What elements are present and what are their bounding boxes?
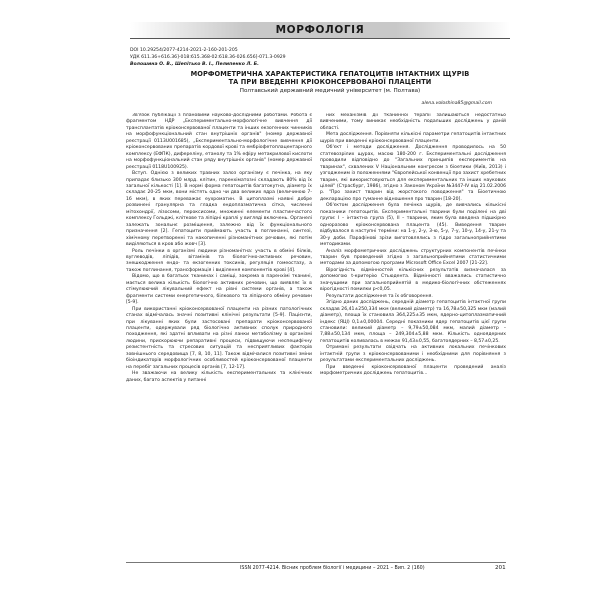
article-title-line-1: МОРФОМЕТРИЧНА ХАРАКТЕРИСТИКА ГЕПАТОЦИТІВ ІНТАКТНИХ ЩУРІВ — [190, 70, 470, 78]
paragraph: Вступ. Однією з великих травних залоз організму є печінка, на яку припадає близько 300 млрд. клітин, паренхіматозні складають 80% від їх загальної кількості [1]. В нормі форма гепатоцитів багатокутна, діаметр їх складає 20-25 мкм, вони містять одно чи два великих ядра (величиною 7-16 мкм), в яких переважає еухроматин. В цитоплазмі наявні добре розвинені гранулярна та гладка ендоплазматична сітка, численні мітохондрії, лізосоми, пероксисоми, множинні елементи пластинчастого комплексу Гольджі, кліткове та ліпідні краплі у вигляді включень. Органелі залежать зональнє розміщення, залежно від їх функціонального призначення [2]. Гепатоцити приймають участь в поглинанні, синтезі, хімічному перетворенні та накопиченні різноманітних речовин, які потім виділяються в кров або жовч [3]. — [126, 171, 312, 248]
paragraph: них механізмів дії тканинної терапії залишаються недостатньо вивченими, тому виникає необхідність подальших досліджень у даній області. — [320, 113, 506, 131]
paragraph: Роль печінки в організмі людини різноманітна: участь в обміні білків, вуглеводів, ліпідів, вітамінів та біологічно-активних речовин, знешкодження ендо- та екзогенних токсинів, регуляція гомеостазу, а також поглинання, трансформація і виділення компонентів крові [4]. — [126, 248, 312, 273]
left-text-column — [126, 113, 312, 560]
paragraph: Не зважаючи на велику кількість експериментальних та клінічних даних, багато аспектів у питанні — [126, 371, 312, 383]
paragraph: Згідно даних досліджень, середній діаметр гепатоцитів інтактної групи складав 26,41±250,334 мкм (великий діаметр) та 16,78±50,325 мкм (малий діаметр), площа їх становила 364,225±35 мкм, ядерно-цитоплазматичний індекс (ЯЦІ) 0,1±0,00004. Середні показники ядер гепатоцитів цієї групи становили: великий діаметр – 9,79±50,084 мкм, малий діаметр – 7,88±50,134 мкм, площа – 249,304±5,88 мкм. Кількість одноядерних гепатоцитів коливалась в межах 91,43±0,55, багатоядерних – 8,57±0,25. — [320, 300, 506, 344]
paragraph: Отримані результати свідчать на активних локальних печінкових інтактній групи з кріоконсервованими і необхідними для порівняння з результатами експериментальних досліджень. — [320, 345, 506, 364]
paragraph: Об'єктом дослідження була печінка щурів, де вивчались кількісні показники гепатоцитів. Експериментальні тварини були поділені на дві групи: I – інтактна група (5), II – тварини, яким була введена підшкірно одноразово кріоконсервована плацента (45). Виведення тварин відбувалося в наступні терміни: на 1-у, 2-у, 3-ю, 5-у, 7-у, 10-у, 14-у, 21-у та 30-у доби. Парафінові зрізи виготовлялись з гідро загальноприйнятими методиками. — [320, 203, 506, 248]
paragraph: При введенні кріоконсервованої плаценти проведений аналіз морфометричних досліджень гепатоцитів... — [320, 364, 506, 377]
affiliation: Полтавський державний медичний університет (м. Полтава) — [239, 88, 421, 94]
paragraph: Зв'язок публікації з плановими науково-дослідними роботами. Робота є фрагментом НДР „Експериментально-морфологічне вивчення дії трансплантатів кріоконсервованої плаценти та інших екзогенних чинників на морфофункціональний стан внутрішніх органів" (номер державної реєстрації 0113U001685), „Експериментально-морфологічне вивчення дії кріоконсервованих препаратів кордової крові та ембріофетоплацентарного комплексу (ЕФПК), дифереліну, етанолу та 1% ефіру метакрилової кислоти на морфофункціональний стан ряду внутрішніх органів" (номер державної реєстрації 0118U100925). — [126, 113, 312, 170]
article-title — [160, 70, 500, 87]
article-title-line-2: ТА ПРИ ВВЕДЕННІ КРІОКОНСЕРВОВАНОЇ ПЛАЦЕНТИ — [228, 78, 432, 87]
paragraph: Об'єкт і методи дослідження. Дослідження проводилось на 50 статевозрілих щурах, масою 180-200 г. Експериментальні дослідження проводили відповідно до "Загальних принципів експериментів на тваринах", схвалених V Національним конгресом з біоетики (Київ, 2013) і узгодженим із положеннями "Європейської конвенції про захист хребетних тварин, які використовуються для експериментальних та інших наукових цілей" (Страсбург, 1986), згідно з Законом України №3447-IV від 21.02.2006 р. "Про захист тварин від жорстокого поводження" та Біоетичною декларацією про гуманне відношення про тварин [18-20]. — [320, 145, 506, 202]
authors-line: Волошина О. В., Шепітько В. І., Пелипенко Л. Б. — [130, 62, 259, 67]
paragraph: Вірогідність відмінностей кількісних результатів визначалася за допомогою t-критерію Стьюдента. Відмінності вважались статистично значущими при загальноприйнятій в медико-біологічних обстеженнях вірогідності помилки p<0,05. — [320, 267, 506, 293]
section-header: МОРФОЛОГІЯ — [130, 22, 510, 38]
udc-line: УДК 611.36+616.36]-018:615.368-02:618.36-026.656]-071.3-0929 — [130, 55, 286, 60]
footer-divider — [126, 562, 506, 563]
page-number: 201 — [495, 565, 506, 571]
doi-line: DOI 10.29254/2077-4214-2021-2-160-201-205 — [130, 48, 238, 53]
author-email[interactable]: alena.voloshina85@gmail.com — [421, 101, 492, 106]
paragraph: Відомо, що в багатьох тканинах і саміщі, зокрема в паренхімі тканині, мається велика кількість біологічно активних речовин, що виявляє їх в стімулюючий лікувальний ефект на рівні системи органів, а також фрагменти системи енергетичного, білкового та ліпідного обміну речовин [5-9]. — [126, 274, 312, 306]
paragraph: Аналіз морфометричних досліджень структурних компонентів печінки тварин був проведений згідно з загальноприйнятими статистичними методами за допомогою програми Microsoft Office Excel 2007 [21-22]. — [320, 248, 506, 267]
journal-footer: ISSN 2077-4214. Вісник проблем біології і медицини – 2021 – Вип. 2 (160) — [240, 566, 425, 571]
paragraph: Мета дослідження. Порівняти кількісні параметри гепатоцитів інтактних щурів при введенні кріоконсервованої плаценти. — [320, 132, 506, 144]
right-text-column — [320, 113, 506, 560]
section-divider — [130, 38, 510, 39]
paragraph: Результати дослідження та їх обговорення. — [326, 293, 433, 299]
paragraph: При використанні кріоконсервованої плаценти на різних патологічних станах відмічалась значні позитивні клінічні результати [5-9]. Пацієнти, при лікуванні яких були застосовані препарати кріоконсервованої плаценти, одержували ряд біологічно активних сполук природного походження, які здатні впливати на різні ланки метаболізму в організмі людини, прискорюючи репаративні процеси, підвищуючи неспецифічну резистентність та стресових ситуацій та несприятливих факторів зовнішнього середовища [7, 8, 10, 11]. Також відмічалися позитивні зміни біоіндикаторів морфологічних особливостей кріоконсервованої плаценти на перебіг загальних процесів органів [7, 12-17]. — [126, 306, 312, 370]
